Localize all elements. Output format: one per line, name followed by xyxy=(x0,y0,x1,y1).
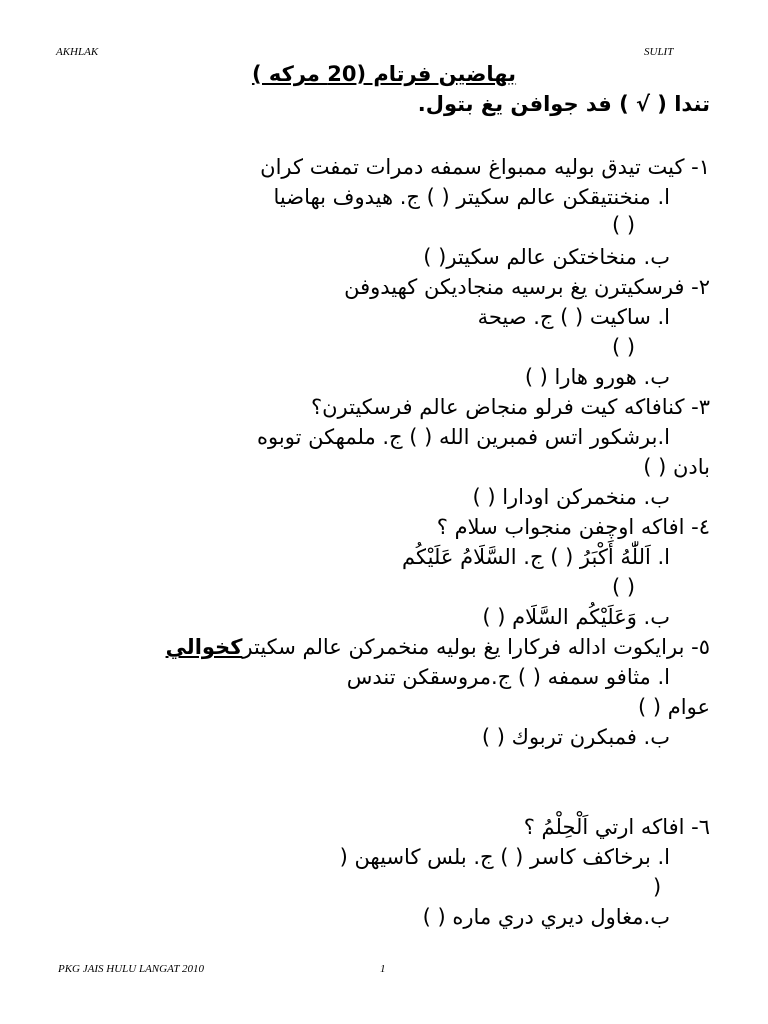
q1-options-a-c: ا. منخنتيقكن عالم سکيتر ( ) ج. هيدوف بهاضيا xyxy=(273,185,670,209)
question-2: ٢- فرسکيترن يغ برسيه منجاديكن كهيدوفن xyxy=(344,275,710,299)
footer-source: PKG JAIS HULU LANGAT 2010 xyxy=(58,963,205,975)
question-6: ٦- افاكه ارتي اَلْحِلْمُ ؟ xyxy=(523,815,710,839)
q3-option-c-continued: بادن ( ) xyxy=(643,455,710,479)
q1-option-b: ب. منخاختكن عالم سکيتر( ) xyxy=(423,245,670,269)
q2-option-c-box: ( ) xyxy=(612,335,636,359)
header-subject: AKHLAK xyxy=(56,46,99,58)
question-1: ١- كيت تيدق بوليه ممبواغ سمفه دمرات تمفت كران xyxy=(260,155,710,179)
q6-options-a-c: ا. برخاكف كاسر ( ) ج. بلس كاسيهن ( xyxy=(339,845,670,869)
q5-option-c-continued: عوام ( ) xyxy=(638,695,710,719)
q3-option-b: ب. منخمركن اودارا ( ) xyxy=(472,485,670,509)
q1-option-c-box: ( ) xyxy=(612,213,636,237)
question-4: ٤- افاكه اوچفن منجواب سلام ؟ xyxy=(436,515,710,539)
q6-option-c-close: ) xyxy=(653,875,662,899)
q4-option-c-box: ( ) xyxy=(612,575,636,599)
q5-option-b: ب. فمبكرن تربوك ( ) xyxy=(481,725,670,749)
page-title: بهاضين فرتام (20 مركه ) xyxy=(251,62,517,86)
q2-options-a-c: ا. ساكيت ( ) ج. صيحة xyxy=(477,305,670,329)
q2-option-b: ب. هورو هارا ( ) xyxy=(524,365,670,389)
question-5-text: ٥- برايكوت اداله فركارا يغ بوليه منخمركن عالم سکيتر xyxy=(242,635,710,659)
q4-option-b: ب. وَعَلَيْكُم السَّلَام ( ) xyxy=(482,605,670,629)
q3-options-a-c: ا.برشكور اتس فمبرين الله ( ) ج. ملمهكن توبوه xyxy=(257,425,670,449)
question-5 xyxy=(166,632,710,662)
header-classification: SULIT xyxy=(644,46,674,58)
q4-options-a-c: ا. اَللّٰهُ أَكْبَرُ ( ) ج. السَّلَامُ عَلَيْكُم xyxy=(402,545,670,569)
question-3: ٣- كنافاكه كيت فرلو منجاض عالم فرسکيترن؟ xyxy=(310,395,710,419)
q5-options-a-c: ا. مثافو سمفه ( ) ج.مروسقكن تندس xyxy=(346,665,670,689)
page-number: 1 xyxy=(380,963,386,975)
instruction: تندا ( √ ) فد جوافن يغ بتول. xyxy=(417,92,710,116)
q6-option-b: ب.مغاول ديري دري ماره ( ) xyxy=(422,905,670,929)
question-5-emphasis: كخوالي xyxy=(165,635,243,659)
